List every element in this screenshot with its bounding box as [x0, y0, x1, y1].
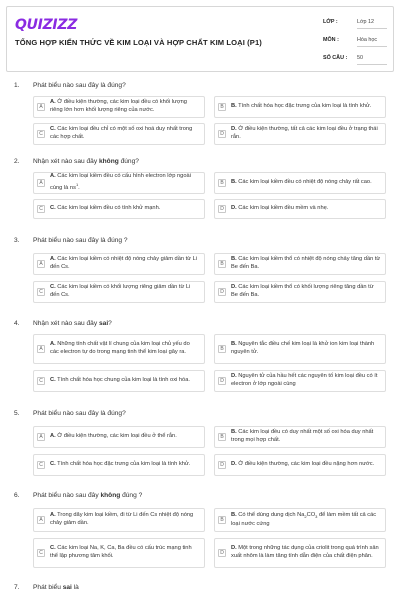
option-text: B. Có thể dùng dung dịch $Na_2CO_3$ để làm mềm tất cả các loại nước cứng: [231, 511, 377, 527]
brand-logo: QUIZIZZ: [15, 17, 78, 33]
worksheet-title: TỔNG HỢP KIẾN THỨC VỀ KIM LOẠI VÀ HỢP CHẤT KIM LOẠI (P1): [15, 38, 262, 47]
question-stem: [0, 410, 400, 420]
option-d[interactable]: [214, 199, 386, 219]
option-text: A. Ở điều kiện thường, các kim loại đều có khối lượng riêng lớn hơn khối lượng riêng của nước.: [50, 99, 187, 113]
question-stem: [0, 158, 400, 168]
option-text: C. Các kim loại kiềm đều có tính khử mạnh.: [50, 205, 161, 212]
option-text: D. Nguyên tử của hầu hết các nguyên tố kim loại đều có ít electron ở lớp ngoài cùng: [231, 373, 378, 387]
meta-label: MÔN :: [323, 37, 339, 43]
option-text: B. Các kim loại đều có duy nhất một số oxi hóa duy nhất trong mọi hợp chất.: [231, 429, 374, 443]
option-letter: C: [37, 130, 45, 138]
option-c[interactable]: [33, 538, 205, 568]
option-c[interactable]: [33, 123, 205, 145]
option-text: A. Các kim loại kiềm đều có cấu hình electron lớp ngoài cùng là $ns^1$.: [50, 173, 191, 191]
meta-label: LỚP :: [323, 19, 338, 25]
option-letter: C: [37, 288, 45, 296]
question-number: 1.: [14, 82, 20, 89]
option-letter: A: [37, 103, 45, 111]
option-letter: D: [218, 377, 226, 385]
option-b[interactable]: [214, 508, 386, 532]
option-letter: A: [37, 179, 45, 187]
option-text: D. Ở điều kiện thường, tất cả các kim loại đều ở trạng thái rắn.: [231, 126, 378, 140]
question-text: Nhận xét nào sau đây không đúng?: [33, 158, 139, 165]
meta-value-subject: Hóa học: [357, 35, 387, 47]
question-text: Phát biểu nào sau đây không đúng ?: [33, 492, 143, 499]
question-stem: [0, 584, 400, 594]
option-a[interactable]: [33, 172, 205, 194]
question-text: Phát biểu nào sau đây là đúng?: [33, 410, 126, 417]
option-c[interactable]: [33, 199, 205, 219]
option-letter: C: [37, 205, 45, 213]
option-text: D. Các kim loại kiềm thổ có khối lượng riêng tăng dần từ Be đến Ba.: [231, 284, 374, 298]
option-text: B. Các kim loại kiềm thổ có nhiệt độ nóng chảy tăng dần từ Be đến Ba.: [231, 256, 381, 270]
option-letter: B: [218, 433, 226, 441]
option-letter: D: [218, 130, 226, 138]
question-stem: [0, 492, 400, 502]
question-number: 3.: [14, 237, 20, 244]
option-letter: D: [218, 288, 226, 296]
option-letter: C: [37, 549, 45, 557]
option-letter: C: [37, 377, 45, 385]
option-letter: A: [37, 260, 45, 268]
option-text: A. Ở điều kiện thường, các kim loại đều ở thể rắn.: [50, 433, 177, 440]
option-c[interactable]: [33, 370, 205, 392]
option-text: D. Các kim loại kiềm đều mềm và nhẹ.: [231, 205, 329, 212]
question-text: Phát biểu nào sau đây là đúng?: [33, 82, 126, 89]
option-b[interactable]: [214, 172, 386, 194]
question-number: 5.: [14, 410, 20, 417]
question-number: 4.: [14, 320, 20, 327]
question-text: Nhận xét nào sau đây sai?: [33, 320, 112, 327]
option-text: C. Tính chất hóa học đặc trưng của kim loại là tính khử.: [50, 461, 191, 468]
option-a[interactable]: [33, 508, 205, 532]
option-letter: C: [37, 461, 45, 469]
option-b[interactable]: [214, 96, 386, 118]
option-letter: D: [218, 461, 226, 469]
option-a[interactable]: [33, 426, 205, 448]
option-text: A. Các kim loại kiềm có nhiệt độ nóng chảy giảm dần từ Li đến Cs.: [50, 256, 198, 270]
option-letter: B: [218, 345, 226, 353]
option-text: B. Tính chất hóa học đặc trưng của kim loại là tính khử.: [231, 103, 372, 110]
option-d[interactable]: [214, 281, 386, 303]
option-letter: B: [218, 260, 226, 268]
question-number: 7.: [14, 584, 20, 591]
option-letter: A: [37, 433, 45, 441]
option-a[interactable]: [33, 96, 205, 118]
question-text: Phát biểu nào sau đây là đúng ?: [33, 237, 128, 244]
option-d[interactable]: [214, 123, 386, 145]
option-text: B. Các kim loại kiềm đều có nhiệt độ nóng chảy rất cao.: [231, 179, 372, 186]
option-text: B. Nguyên tắc điều chế kim loại là khử ion kim loại thành nguyên tử.: [231, 341, 375, 355]
option-c[interactable]: [33, 454, 205, 476]
question-stem: [0, 237, 400, 247]
option-text: C. Các kim loại Na, K, Ca, Ba đều có cấu trúc mạng tinh thể lập phương tâm khối.: [50, 545, 192, 559]
option-letter: B: [218, 179, 226, 187]
option-text: C. Tính chất hóa học chung của kim loại là tính oxi hóa.: [50, 377, 190, 384]
option-b[interactable]: [214, 334, 386, 364]
option-letter: D: [218, 549, 226, 557]
option-b[interactable]: [214, 426, 386, 448]
option-letter: A: [37, 345, 45, 353]
option-text: D. Ở điều kiện thường, các kim loại đều nặng hơn nước.: [231, 461, 375, 468]
option-d[interactable]: [214, 454, 386, 476]
question-number: 2.: [14, 158, 20, 165]
option-text: A. Những tính chất vật lí chung của kim loại chủ yếu do các electron tự do trong mạng tinh thể kim loại gây ra.: [50, 341, 190, 355]
option-d[interactable]: [214, 370, 386, 392]
question-stem: [0, 320, 400, 330]
option-text: C. Các kim loại kiềm có khối lượng riêng giảm dần từ Li đến Cs.: [50, 284, 191, 298]
option-letter: B: [218, 516, 226, 524]
meta-label: SỐ CÂU :: [323, 55, 348, 61]
question-number: 6.: [14, 492, 20, 499]
question-stem: [0, 82, 400, 92]
option-text: D. Một trong những tác dụng của criolit trong quá trình sản xuất nhôm là làm tăng tính dẫn điện của chất điện phân.: [231, 545, 379, 559]
option-letter: A: [37, 516, 45, 524]
meta-value-count: 50: [357, 53, 387, 65]
option-c[interactable]: [33, 281, 205, 303]
option-b[interactable]: [214, 253, 386, 275]
option-a[interactable]: [33, 253, 205, 275]
option-text: C. Các kim loại đều chỉ có một số oxi hoá duy nhất trong các hợp chất.: [50, 126, 193, 140]
meta-value-class: Lớp 12: [357, 17, 387, 29]
option-d[interactable]: [214, 538, 386, 568]
option-a[interactable]: [33, 334, 205, 364]
option-letter: D: [218, 205, 226, 213]
option-letter: B: [218, 103, 226, 111]
option-text: A. Trong dãy kim loại kiềm, đi từ Li đến Cs nhiệt độ nóng chảy giảm dần.: [50, 512, 194, 526]
question-text: Phát biểu sai là: [33, 584, 79, 591]
